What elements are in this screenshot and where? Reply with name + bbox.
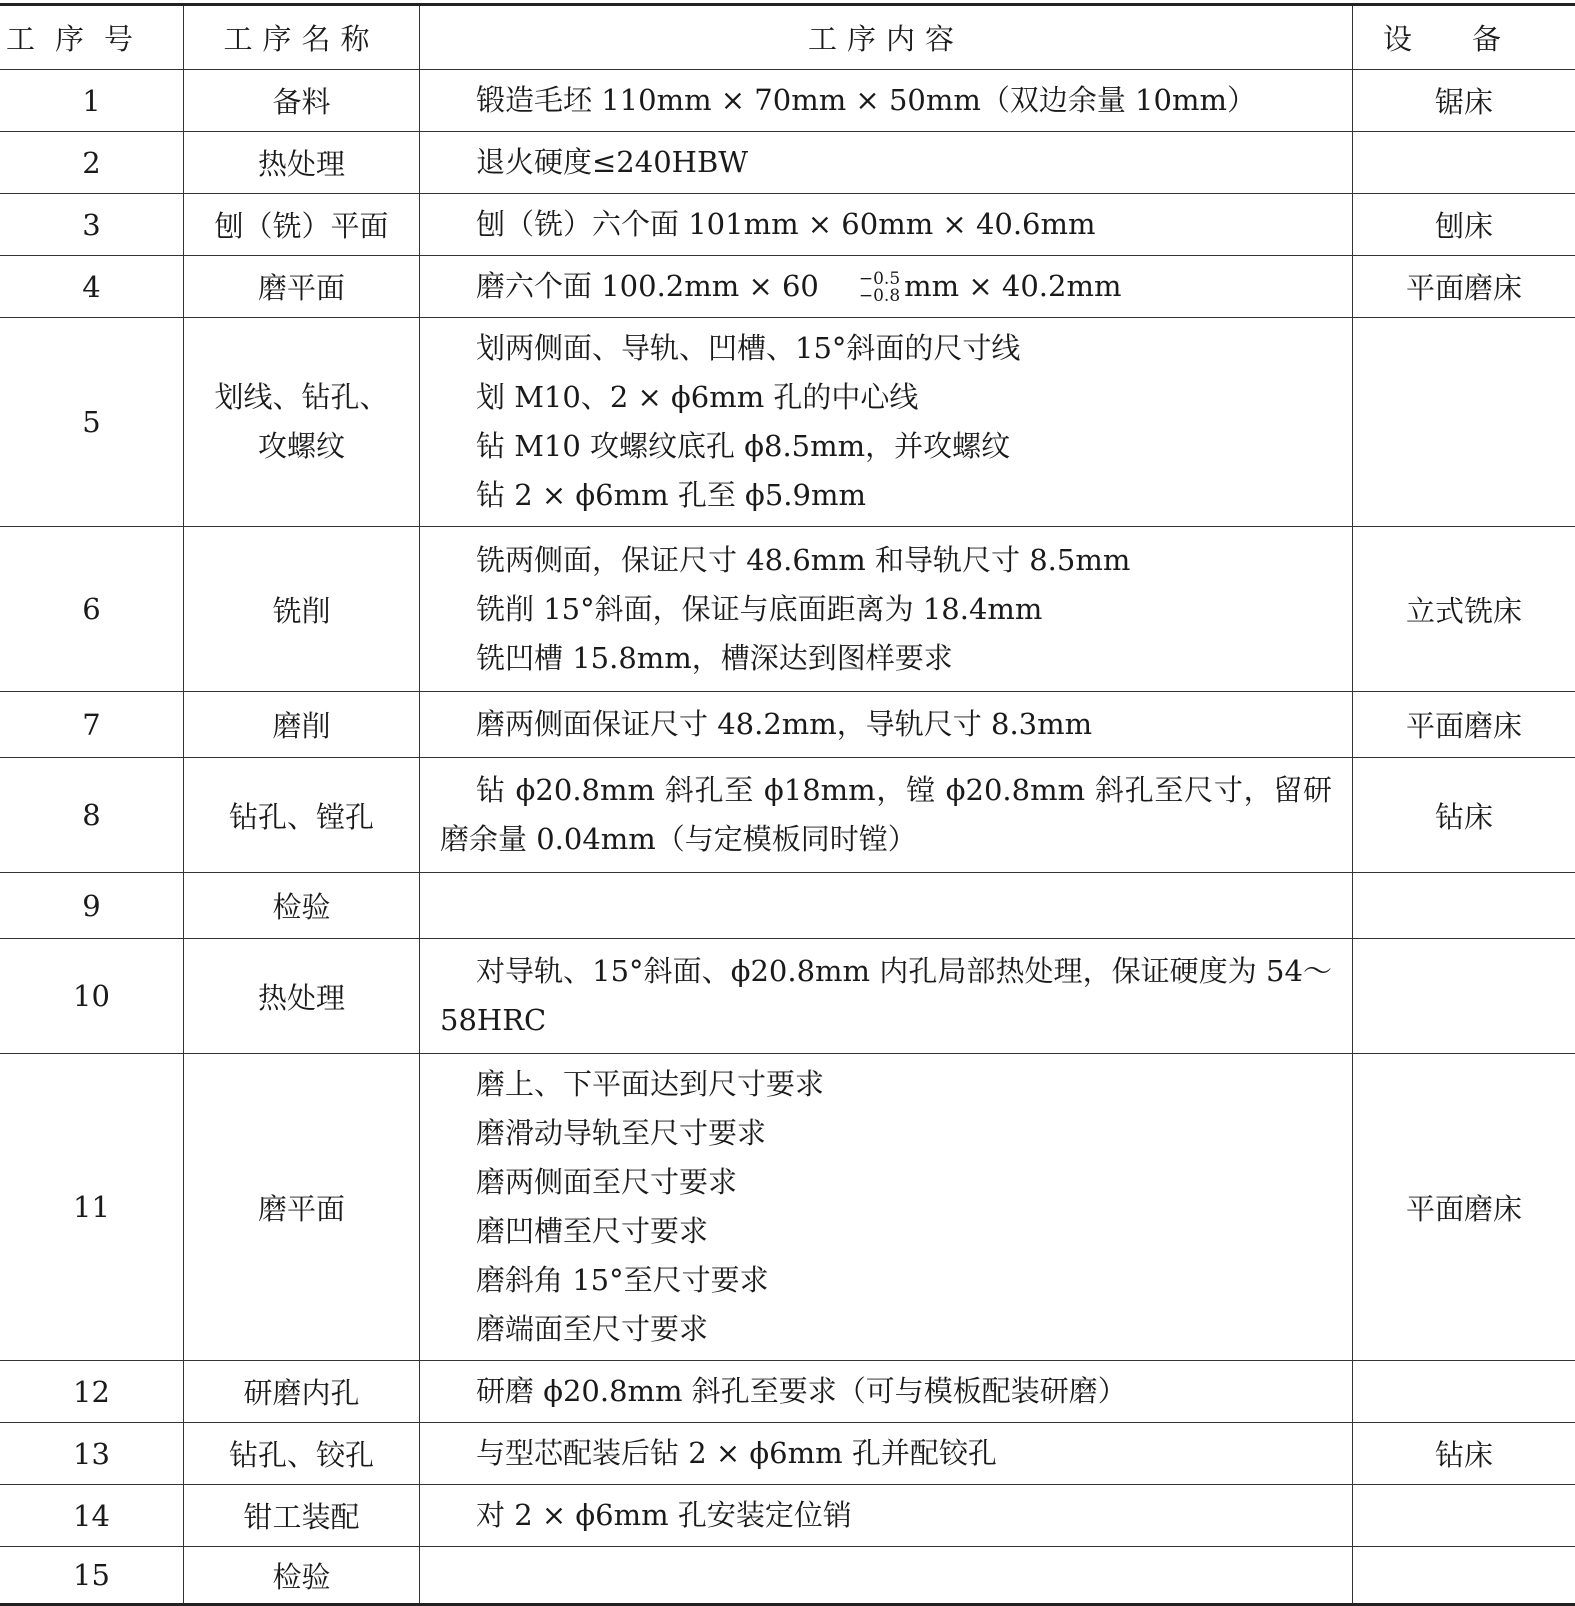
content-line: 磨凹槽至尺寸要求	[440, 1207, 1332, 1256]
row-content	[420, 1423, 1353, 1485]
header-equipment: 设备	[1353, 5, 1575, 70]
process-table	[0, 3, 1575, 1606]
row-no: 4	[0, 256, 184, 318]
row-no: 9	[0, 873, 184, 939]
table-row	[0, 1054, 1575, 1361]
row-no: 15	[0, 1547, 184, 1605]
tolerance-lower: −0.8	[823, 288, 900, 305]
row-no: 1	[0, 70, 184, 132]
table-row	[0, 758, 1575, 873]
content-line: 铣凹槽 15.8mm，槽深达到图样要求	[440, 634, 1332, 683]
row-name: 热处理	[184, 939, 420, 1054]
row-no: 7	[0, 692, 184, 758]
tolerance	[823, 271, 900, 305]
row-name: 备料	[184, 70, 420, 132]
row-name: 热处理	[184, 132, 420, 194]
content-line: 磨两侧面保证尺寸 48.2mm，导轨尺寸 8.3mm	[440, 700, 1332, 749]
row-equipment	[1353, 1361, 1575, 1423]
table-row	[0, 1547, 1575, 1605]
content-line: 铣削 15°斜面，保证与底面距离为 18.4mm	[440, 585, 1332, 634]
row-content	[420, 194, 1353, 256]
content-line: 磨斜角 15°至尺寸要求	[440, 1256, 1332, 1305]
row-content	[420, 1054, 1353, 1361]
content-line: 钻 M10 攻螺纹底孔 ϕ8.5mm，并攻螺纹	[440, 422, 1332, 471]
row-equipment	[1353, 132, 1575, 194]
row-content	[420, 256, 1353, 318]
content-line: 磨滑动导轨至尺寸要求	[440, 1109, 1332, 1158]
row-no: 10	[0, 939, 184, 1054]
row-content	[420, 132, 1353, 194]
table-header-row	[0, 5, 1575, 70]
row-content	[420, 758, 1353, 873]
row-name: 钻孔、铰孔	[184, 1423, 420, 1485]
table-row	[0, 70, 1575, 132]
row-name: 钻孔、镗孔	[184, 758, 420, 873]
row-name: 刨（铣）平面	[184, 194, 420, 256]
content-line: 钻 2 × ϕ6mm 孔至 ϕ5.9mm	[440, 471, 1332, 520]
row-equipment: 立式铣床	[1353, 527, 1575, 692]
row-equipment: 钻床	[1353, 1423, 1575, 1485]
row-equipment	[1353, 939, 1575, 1054]
table-row	[0, 873, 1575, 939]
row-content	[420, 939, 1353, 1054]
content-line: 磨端面至尺寸要求	[440, 1305, 1332, 1354]
table-row	[0, 256, 1575, 318]
row-no: 13	[0, 1423, 184, 1485]
content-prefix: 磨六个面 100.2mm × 60	[476, 269, 819, 303]
row-no: 2	[0, 132, 184, 194]
row-content	[420, 318, 1353, 527]
content-paragraph: 对导轨、15°斜面、ϕ20.8mm 内孔局部热处理，保证硬度为 54～58HRC	[440, 947, 1332, 1045]
content-line: 磨上、下平面达到尺寸要求	[440, 1060, 1332, 1109]
row-name: 检验	[184, 873, 420, 939]
row-name	[184, 318, 420, 527]
row-equipment: 平面磨床	[1353, 1054, 1575, 1361]
content-line	[440, 262, 1332, 311]
row-no: 8	[0, 758, 184, 873]
content-line: 划 M10、2 × ϕ6mm 孔的中心线	[440, 373, 1332, 422]
table-row	[0, 1423, 1575, 1485]
row-equipment: 锯床	[1353, 70, 1575, 132]
row-equipment: 平面磨床	[1353, 256, 1575, 318]
row-equipment: 刨床	[1353, 194, 1575, 256]
content-paragraph: 钻 ϕ20.8mm 斜孔至 ϕ18mm，镗 ϕ20.8mm 斜孔至尺寸，留研磨余量 0.04mm（与定模板同时镗）	[440, 766, 1332, 864]
row-name: 铣削	[184, 527, 420, 692]
content-line: 与型芯配装后钻 2 × ϕ6mm 孔并配铰孔	[440, 1429, 1332, 1478]
content-line: 研磨 ϕ20.8mm 斜孔至要求（可与模板配装研磨）	[440, 1367, 1332, 1416]
row-name: 磨削	[184, 692, 420, 758]
row-no: 3	[0, 194, 184, 256]
content-line: 铣两侧面，保证尺寸 48.6mm 和导轨尺寸 8.5mm	[440, 536, 1332, 585]
row-content	[420, 692, 1353, 758]
content-line: 磨两侧面至尺寸要求	[440, 1158, 1332, 1207]
content-suffix: mm × 40.2mm	[904, 269, 1121, 303]
row-name: 磨平面	[184, 256, 420, 318]
table-row	[0, 318, 1575, 527]
content-line: 退火硬度≤240HBW	[440, 138, 1332, 187]
content-line: 刨（铣）六个面 101mm × 60mm × 40.6mm	[440, 200, 1332, 249]
row-name: 检验	[184, 1547, 420, 1605]
row-no: 14	[0, 1485, 184, 1547]
table-row	[0, 692, 1575, 758]
row-content	[420, 527, 1353, 692]
table-row	[0, 1361, 1575, 1423]
tolerance-upper: −0.5	[823, 271, 900, 288]
row-no: 5	[0, 318, 184, 527]
row-no: 6	[0, 527, 184, 692]
content-line: 划两侧面、导轨、凹槽、15°斜面的尺寸线	[440, 324, 1332, 373]
name-line: 划线、钻孔、	[184, 373, 419, 422]
row-name: 磨平面	[184, 1054, 420, 1361]
content-line: 锻造毛坯 110mm × 70mm × 50mm（双边余量 10mm）	[440, 76, 1332, 125]
content-line: 对 2 × ϕ6mm 孔安装定位销	[440, 1491, 1332, 1540]
row-content	[420, 70, 1353, 132]
table-row	[0, 527, 1575, 692]
row-no: 11	[0, 1054, 184, 1361]
row-content	[420, 1485, 1353, 1547]
row-equipment: 平面磨床	[1353, 692, 1575, 758]
row-equipment: 钻床	[1353, 758, 1575, 873]
row-content	[420, 1547, 1353, 1605]
header-process-no: 工序号	[0, 5, 184, 70]
row-name: 钳工装配	[184, 1485, 420, 1547]
row-equipment	[1353, 1547, 1575, 1605]
row-name: 研磨内孔	[184, 1361, 420, 1423]
table-row	[0, 1485, 1575, 1547]
header-process-content: 工序内容	[420, 5, 1353, 70]
table-row	[0, 132, 1575, 194]
row-content	[420, 873, 1353, 939]
row-content	[420, 1361, 1353, 1423]
header-process-name: 工序名称	[184, 5, 420, 70]
name-line: 攻螺纹	[184, 422, 419, 471]
table-row	[0, 939, 1575, 1054]
row-equipment	[1353, 1485, 1575, 1547]
row-equipment	[1353, 318, 1575, 527]
table-row	[0, 194, 1575, 256]
row-equipment	[1353, 873, 1575, 939]
row-no: 12	[0, 1361, 184, 1423]
